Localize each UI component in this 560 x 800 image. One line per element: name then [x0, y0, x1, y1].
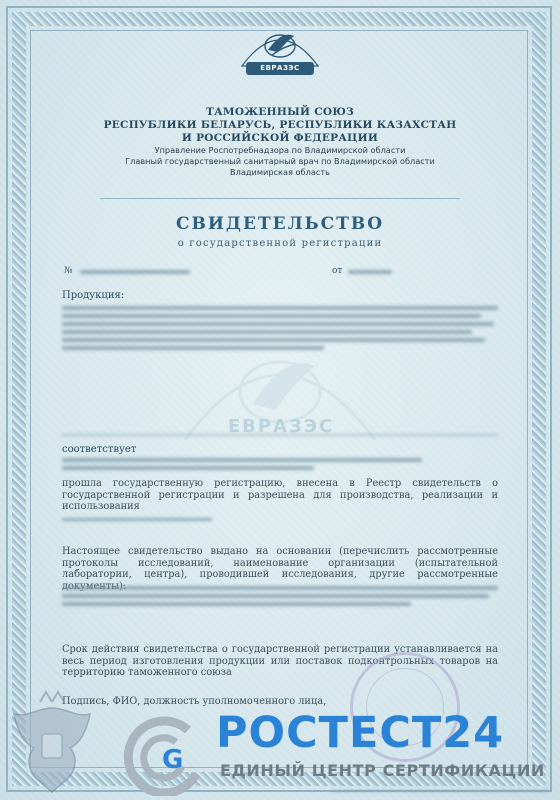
header-region: Владимирская область: [230, 167, 330, 177]
usage-redacted: [62, 518, 212, 525]
watermark-text: ЕВРАЗЭС: [227, 416, 335, 437]
protocols-redacted: [62, 586, 498, 610]
product-label: Продукция:: [62, 290, 125, 301]
rostest-logo-icon: [118, 716, 214, 796]
coat-of-arms-icon: [8, 688, 96, 796]
number-label: №: [64, 266, 73, 276]
caption-redacted: [62, 434, 498, 440]
brand-name: РОСТЕСТ24: [216, 708, 505, 758]
conforms-label: соответствует: [62, 444, 137, 455]
emblem-caption: ЕВРАЗЭС: [260, 64, 300, 72]
document-subtitle: о государственной регистрации: [177, 238, 383, 249]
header-federation: И РОССИЙСКОЙ ФЕДЕРАЦИИ: [181, 132, 379, 144]
number-value-redacted: [80, 270, 190, 278]
brand-tagline: ЕДИНЫЙ ЦЕНТР СЕРТИФИКАЦИИ: [220, 761, 545, 780]
date-label: от: [332, 266, 343, 276]
header-union: ТАМОЖЕННЫЙ СОЮЗ: [205, 106, 355, 118]
validity-text: Срок действия свидетельства о государственной регистрации устанавливается на весь период изготовления продукции или поставок подконтрольных товаров на территорию таможенного союза: [62, 644, 498, 678]
svg-text:G: G: [162, 745, 184, 775]
product-description-redacted: [62, 306, 498, 354]
basis-text: Настоящее свидетельство выдано на основании (перечислить рассмотренные протоколы исследований, наименование организации (испытательной лаборатории, центра), проводившей исследования, другие рассмотренные: [62, 546, 498, 580]
header-republics: РЕСПУБЛИКИ БЕЛАРУСЬ, РЕСПУБЛИКИ КАЗАХСТАН: [103, 119, 457, 131]
caption-rule: [100, 198, 460, 199]
document-title: СВИДЕТЕЛЬСТВО: [175, 214, 385, 234]
registration-text: прошла государственную регистрацию, внесена в Реестр свидетельств о государственной регистрации и разрешена для производства, реализации и использования: [62, 478, 498, 512]
date-value-redacted: [348, 270, 392, 278]
header-doctor: Главный государственный санитарный врач по Владимирской области: [125, 156, 435, 166]
conformity-docs-redacted: [62, 458, 422, 474]
header-authority: Управление Роспотребнадзора по Владимирской области: [154, 145, 406, 155]
footer-print-info-redacted: [330, 790, 550, 794]
signature-text: Подпись, ФИО, должность уполномоченного лица,: [62, 696, 327, 707]
issuer-header: [60, 106, 500, 178]
